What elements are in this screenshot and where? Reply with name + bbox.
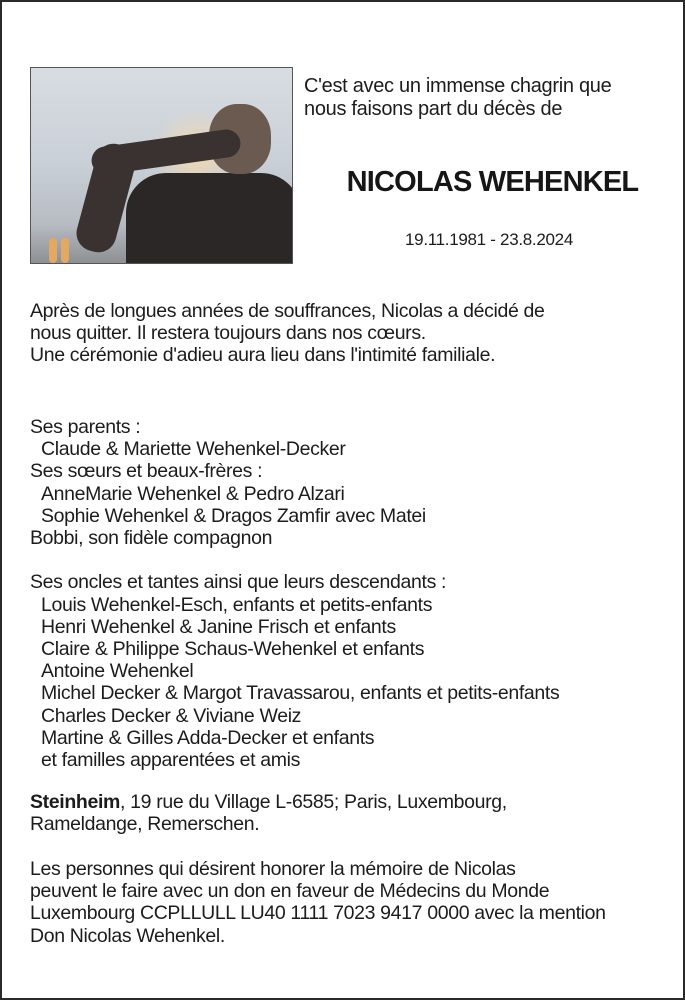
message-line: Une cérémonie d'adieu aura lieu dans l'intimité familiale. — [30, 344, 496, 367]
intro-line: nous faisons part du décès de — [304, 98, 563, 120]
message-line: Après de longues années de souffrances, Nicolas a décidé de — [30, 300, 545, 322]
intro-text — [304, 75, 611, 121]
family-member: Antoine Wehenkel — [41, 660, 194, 683]
pet: Bobbi, son fidèle compagnon — [30, 527, 273, 550]
relatives-label: Ses oncles et tantes ainsi que leurs descendants : — [30, 571, 447, 594]
parents-label: Ses parents : — [30, 416, 141, 438]
family-member: Sophie Wehenkel & Dragos Zamfir avec Matei — [41, 504, 426, 527]
family-member: AnneMarie Wehenkel & Pedro Alzari — [41, 482, 345, 505]
address — [30, 791, 507, 835]
message-line: nous quitter. Il restera toujours dans nos cœurs. — [30, 322, 426, 345]
donation-note — [30, 858, 606, 947]
intro-line: C'est avec un immense chagrin que — [304, 75, 612, 97]
family-list — [30, 416, 559, 771]
portrait-photo — [30, 67, 293, 264]
family-member: et familles apparentées et amis — [41, 749, 301, 772]
family-member: Claude & Mariette Wehenkel-Decker — [41, 438, 346, 461]
family-member: Martine & Gilles Adda-Decker et enfants — [41, 726, 375, 749]
family-member: Michel Decker & Margot Travassarou, enfants et petits-enfants — [41, 682, 560, 705]
family-member: Henri Wehenkel & Janine Frisch et enfants — [41, 615, 396, 638]
donation-line: peuvent le faire avec un don en faveur de Médecins du Monde — [30, 880, 550, 903]
family-member: Louis Wehenkel-Esch, enfants et petits-enfants — [41, 593, 433, 616]
life-dates: 19.11.1981 - 23.8.2024 — [405, 230, 573, 249]
donation-line: Luxembourg CCPLLULL LU40 1111 7023 9417 0000 avec la mention — [30, 902, 606, 925]
donation-line: Don Nicolas Wehenkel. — [30, 924, 225, 947]
family-member: Charles Decker & Viviane Weiz — [41, 704, 302, 727]
message — [30, 300, 545, 367]
family-member: Claire & Philippe Schaus-Wehenkel et enfants — [41, 638, 425, 661]
siblings-label: Ses sœurs et beaux-frères : — [30, 460, 263, 483]
address-line: Rameldange, Remerschen. — [30, 813, 260, 836]
deceased-name: NICOLAS WEHENKEL — [346, 166, 639, 198]
address-line: , 19 rue du Village L-6585; Paris, Luxembourg, — [120, 791, 507, 813]
address-town: Steinheim — [30, 791, 121, 813]
donation-line: Les personnes qui désirent honorer la mémoire de Nicolas — [30, 858, 516, 880]
